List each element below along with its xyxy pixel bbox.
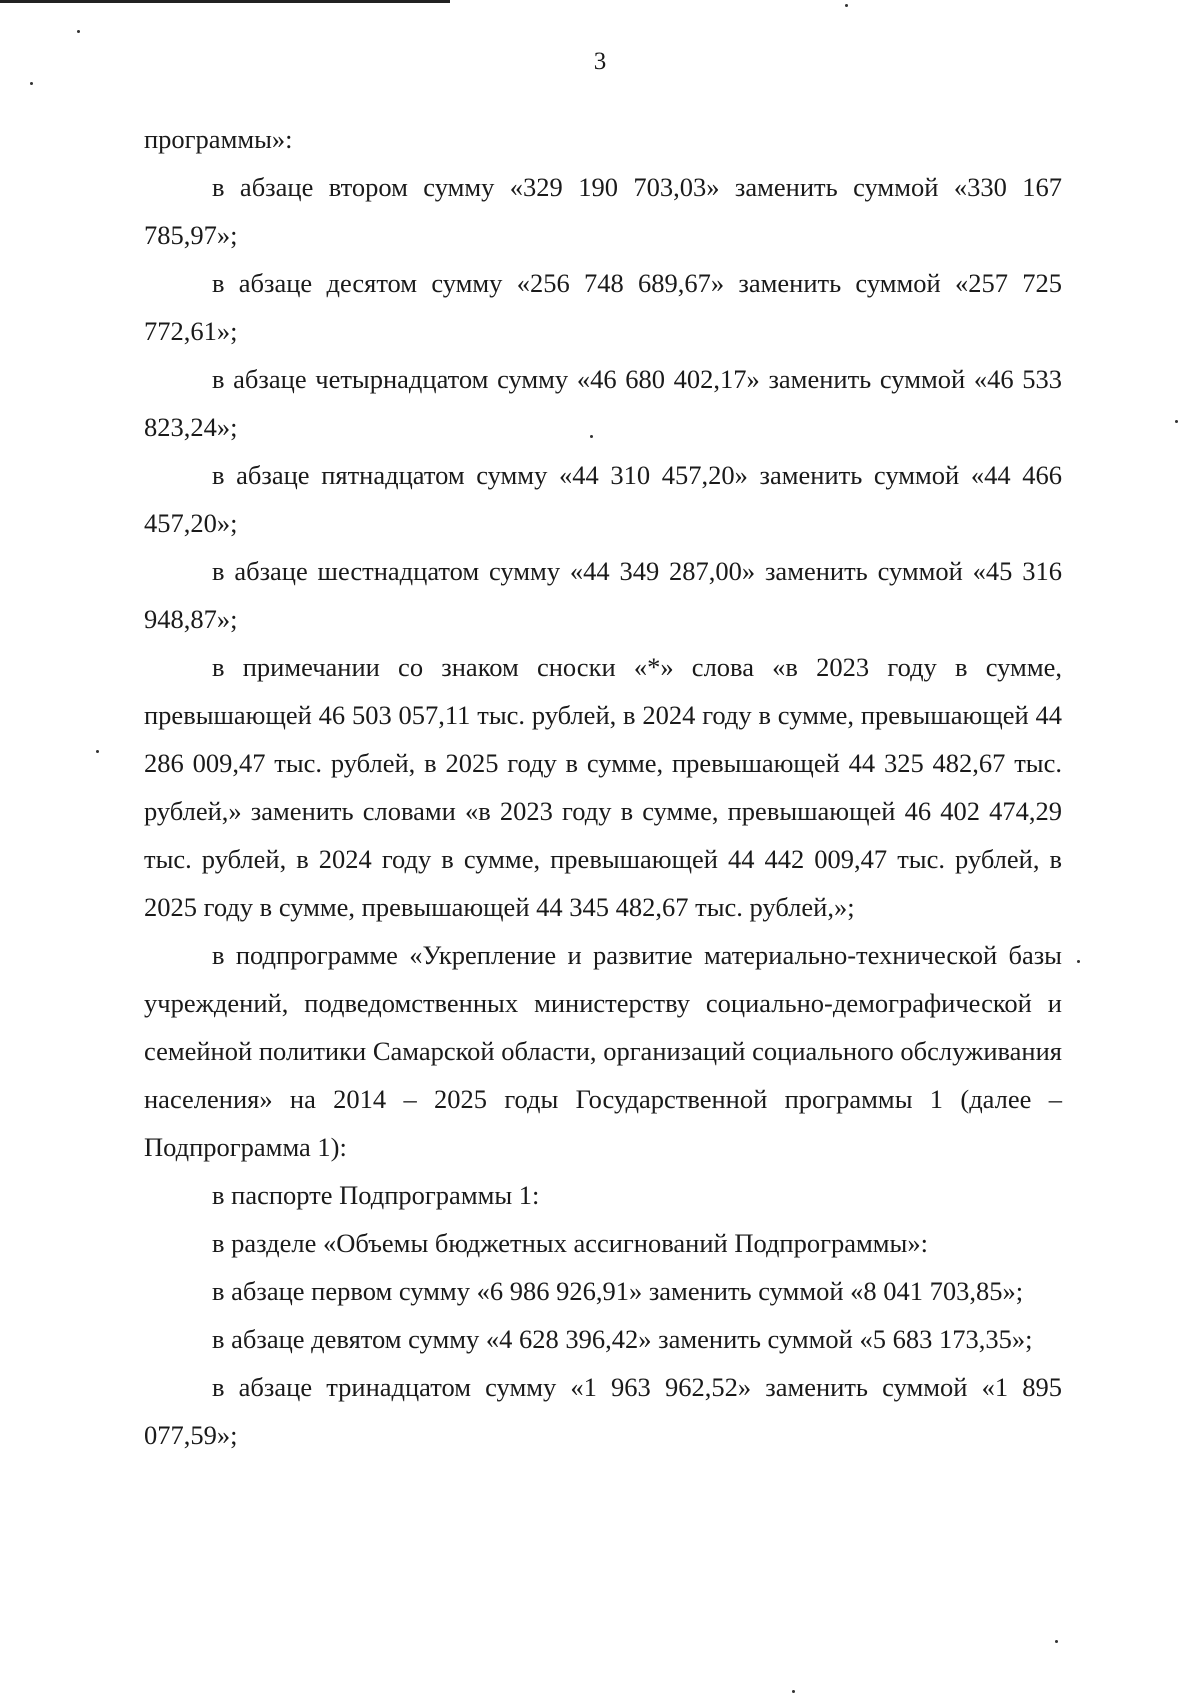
paragraph-item: в абзаце втором сумму «329 190 703,03» заменить суммой «330 167 785,97»;	[144, 172, 1062, 250]
paragraph-item: в абзаце пятнадцатом сумму «44 310 457,20» заменить суммой «44 466 457,20»;	[144, 460, 1062, 538]
paragraph-item: в абзаце четырнадцатом сумму «46 680 402,17» заменить суммой «46 533 823,24»;	[144, 364, 1062, 442]
scan-speck	[792, 1690, 795, 1693]
paragraph-footnote-note: в примечании со знаком сноски «*» слова «в 2023 году в сумме, превышающей 46 503 057,11 тыс. рублей, в 2024 году в сумме, превышающей 44 286 009,47 тыс. рублей, в 2025 году в сумме, превышающей 44 325 482,67 тыс. рублей,» заменить словами «в 2023 году в сумме, превышающей 46 402 474,29 тыс. рублей, в 2024 году в сумме, превышающей 44 442 009,47 тыс. рублей, в 2025 году в сумме, превышающей 44 345 482,67 тыс. рублей,»;	[144, 652, 1062, 922]
scan-speck	[30, 82, 33, 85]
scan-speck	[1175, 420, 1178, 423]
scan-speck	[96, 750, 99, 753]
document-body	[144, 115, 1062, 1459]
scan-speck	[845, 4, 848, 7]
paragraph-item: в абзаце тринадцатом сумму «1 963 962,52» заменить суммой «1 895 077,59»;	[144, 1372, 1062, 1450]
scan-speck	[77, 30, 80, 33]
paragraph-item: в абзаце первом сумму «6 986 926,91» заменить суммой «8 041 703,85»;	[212, 1276, 1024, 1306]
top-border-line	[0, 0, 450, 3]
paragraph-section: в разделе «Объемы бюджетных ассигнований Подпрограммы»:	[212, 1228, 928, 1258]
paragraph-item: в абзаце десятом сумму «256 748 689,67» заменить суммой «257 725 772,61»;	[144, 268, 1062, 346]
paragraph-item: в абзаце шестнадцатом сумму «44 349 287,00» заменить суммой «45 316 948,87»;	[144, 556, 1062, 634]
paragraph-passport: в паспорте Подпрограммы 1:	[212, 1180, 540, 1210]
paragraph-continuation: программы»:	[144, 124, 293, 154]
scan-speck	[1077, 960, 1080, 963]
paragraph-item: в абзаце девятом сумму «4 628 396,42» заменить суммой «5 683 173,35»;	[212, 1324, 1033, 1354]
scan-speck	[590, 435, 593, 438]
paragraph-subprogram: в подпрограмме «Укрепление и развитие материально-технической базы учреждений, подведомственных министерству социально-демографической и семейной политики Самарской области, организаций социального обслуживания населения» на 2014 – 2025 годы Государственной программы 1 (далее – Подпрограмма 1):	[144, 940, 1062, 1162]
page-number: 3	[593, 48, 607, 75]
scan-speck	[1055, 1640, 1058, 1643]
